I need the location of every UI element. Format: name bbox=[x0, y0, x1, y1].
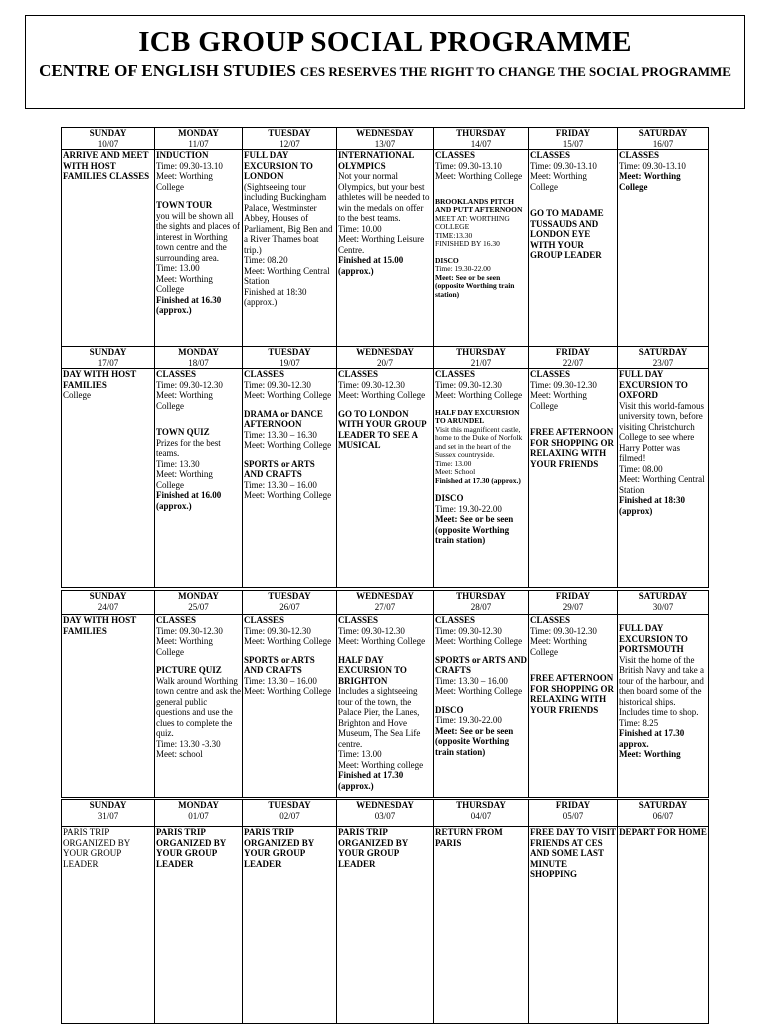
activity-detail: Meet: Worthing college bbox=[338, 759, 424, 770]
activity-detail: Time: 09.30-13.10 bbox=[619, 160, 686, 171]
activity-title: CLASSES bbox=[435, 369, 476, 379]
activity-detail: Time: 09.30-12.30 bbox=[530, 379, 597, 390]
day-activity-cell bbox=[155, 615, 243, 798]
activity-title: GO TO LONDON WITH YOUR GROUP LEADER TO SEE A MUSICAL bbox=[338, 408, 427, 450]
activity-title: INDUCTION bbox=[156, 150, 209, 160]
day-activity-cell bbox=[62, 150, 155, 347]
day-header-friday bbox=[529, 128, 618, 150]
day-name: SATURDAY bbox=[638, 347, 688, 357]
day-date: 06/07 bbox=[652, 810, 674, 821]
day-date: 14/07 bbox=[470, 138, 492, 149]
activity-detail: MEET AT: WORTHING COLLEGE bbox=[435, 213, 510, 231]
day-date: 11/07 bbox=[188, 138, 209, 149]
activity-title: PARIS TRIP ORGANIZED BY YOUR GROUP LEADER bbox=[244, 827, 314, 869]
activity-detail: Time: 09.30-13.10 bbox=[156, 160, 223, 171]
week-table bbox=[61, 590, 709, 798]
activity-title: SPORTS or ARTS AND CRAFTS bbox=[244, 654, 315, 675]
activity-row bbox=[62, 615, 709, 798]
activity-detail: Time: 09.30-13.10 bbox=[435, 160, 502, 171]
day-header-row bbox=[62, 800, 709, 827]
day-activity-cell bbox=[434, 827, 529, 1024]
day-name: WEDNESDAY bbox=[356, 800, 414, 810]
day-name: FRIDAY bbox=[555, 347, 591, 357]
activity-detail: Time: 09.30-12.30 bbox=[435, 379, 502, 390]
activity-detail: Time: 09.30-12.30 bbox=[156, 625, 223, 636]
day-name: SUNDAY bbox=[89, 591, 127, 601]
activity-detail: Time: 10.00 bbox=[338, 223, 382, 234]
spacer bbox=[619, 615, 707, 623]
day-date: 05/07 bbox=[562, 810, 584, 821]
day-name: MONDAY bbox=[178, 128, 219, 138]
day-activity-cell bbox=[243, 369, 337, 588]
day-header-wednesday bbox=[337, 800, 434, 827]
activity-title: CLASSES bbox=[619, 150, 660, 160]
day-name: THURSDAY bbox=[456, 347, 506, 357]
activity-title: Finished at 17.30 (approx.) bbox=[435, 475, 521, 485]
activity-detail: Time: 08.20 bbox=[244, 255, 288, 265]
day-header-saturday bbox=[618, 128, 709, 150]
activity-title: INTERNATIONAL OLYMPICS bbox=[338, 150, 414, 171]
day-activity-cell bbox=[155, 150, 243, 347]
activity-title: DEPART FOR HOME bbox=[619, 827, 707, 837]
day-date: 23/07 bbox=[652, 357, 674, 368]
day-date: 25/07 bbox=[188, 601, 209, 612]
activity-title: CLASSES bbox=[244, 369, 285, 379]
activity-detail: Meet: Worthing College bbox=[435, 686, 523, 696]
activity-title: PARIS TRIP ORGANIZED BY YOUR GROUP LEADER bbox=[338, 827, 408, 869]
spacer bbox=[156, 411, 241, 427]
day-header-thursday bbox=[434, 347, 529, 369]
activity-title: SPORTS or ARTS AND CRAFTS bbox=[244, 458, 315, 479]
day-date: 30/07 bbox=[652, 601, 674, 612]
day-name: MONDAY bbox=[178, 591, 219, 601]
day-activity-cell bbox=[155, 369, 243, 588]
activity-title: DISCO bbox=[435, 704, 464, 715]
day-name: TUESDAY bbox=[268, 128, 311, 138]
spacer bbox=[338, 401, 432, 409]
activity-detail: Meet: Worthing College bbox=[435, 171, 523, 181]
activity-title: CLASSES bbox=[156, 369, 197, 379]
activity-detail: Meet: School bbox=[435, 467, 476, 476]
day-header-sunday bbox=[62, 591, 155, 615]
day-header-thursday bbox=[434, 128, 529, 150]
activity-detail: Time: 13.00 bbox=[338, 749, 382, 759]
activity-title: CLASSES bbox=[244, 615, 285, 625]
activity-detail: Time: 09.30-12.30 bbox=[338, 625, 405, 636]
day-date: 04/07 bbox=[470, 810, 492, 821]
day-header-saturday bbox=[618, 800, 709, 827]
day-activity-cell bbox=[618, 615, 709, 798]
activity-title: PICTURE QUIZ bbox=[156, 665, 222, 675]
day-header-wednesday bbox=[337, 347, 434, 369]
activity-detail: Meet: school bbox=[156, 749, 203, 759]
activity-title: HALF DAY EXCURSION TO BRIGHTON bbox=[338, 654, 407, 686]
activity-title: Finished at 17.30 (approx.) bbox=[338, 770, 404, 791]
activity-detail: Time: 13.30 – 16.00 bbox=[435, 675, 508, 686]
activity-detail: Time: 13.30 – 16.00 bbox=[244, 675, 317, 686]
activity-detail: Walk around Worthing town centre and ask the general public questions and use the clues to complete the quiz. bbox=[156, 675, 241, 738]
spacer bbox=[530, 657, 616, 673]
week-block-1 bbox=[61, 127, 708, 347]
day-name: SUNDAY bbox=[89, 347, 127, 357]
spacer bbox=[338, 647, 432, 655]
activity-detail: Time: 8.25 bbox=[619, 717, 659, 728]
day-name: MONDAY bbox=[178, 347, 219, 357]
activity-detail: PARIS TRIP ORGANIZED BY YOUR GROUP LEADER bbox=[63, 827, 130, 869]
activity-title: FREE DAY TO VISIT FRIENDS AT CES AND SOME LAST MINUTE SHOPPING bbox=[530, 827, 616, 879]
day-name: SATURDAY bbox=[638, 800, 688, 810]
day-header-wednesday bbox=[337, 591, 434, 615]
activity-detail: Meet: Worthing College bbox=[244, 390, 332, 400]
day-name: TUESDAY bbox=[268, 591, 311, 601]
day-header-row bbox=[62, 128, 709, 150]
spacer bbox=[435, 182, 527, 198]
day-activity-cell bbox=[243, 827, 337, 1024]
day-name: THURSDAY bbox=[456, 128, 506, 138]
day-date: 21/07 bbox=[470, 357, 492, 368]
week-table bbox=[61, 799, 709, 1024]
activity-detail: Time: 09.30-12.30 bbox=[156, 379, 223, 390]
day-activity-cell bbox=[529, 150, 618, 347]
activity-detail: Time: 09.30-12.30 bbox=[530, 625, 597, 636]
activity-detail: Meet: Worthing College bbox=[156, 390, 213, 411]
activity-title: FULL DAY EXCURSION TO LONDON bbox=[244, 150, 313, 181]
activity-detail: Meet: Worthing College bbox=[156, 273, 213, 294]
activity-title: Finished at 17.30 approx. bbox=[619, 728, 685, 749]
activity-detail: Meet: Worthing College bbox=[244, 440, 332, 450]
day-date: 16/07 bbox=[652, 138, 674, 149]
activity-detail: Meet: Worthing College bbox=[244, 636, 332, 646]
day-date: 20/7 bbox=[376, 357, 393, 368]
day-date: 12/07 bbox=[279, 138, 300, 149]
day-header-monday bbox=[155, 128, 243, 150]
day-activity-cell bbox=[243, 615, 337, 798]
activity-title: GO TO MADAME TUSSAUDS AND LONDON EYE WITH YOUR GROUP LEADER bbox=[530, 208, 604, 260]
activity-title: Meet: See or be seen (opposite Worthing train station) bbox=[435, 272, 515, 299]
activity-title: DISCO bbox=[435, 255, 459, 265]
week-block-3 bbox=[61, 590, 708, 798]
activity-detail: Time: 13.00 bbox=[156, 263, 200, 273]
activity-detail: Visit this magnificent castle, home to the Duke of Norfolk and set in the heart of the Sussex countryside. bbox=[435, 424, 523, 459]
activity-detail: Meet: Worthing College bbox=[435, 390, 523, 400]
activity-detail: TIME:13.30 bbox=[435, 230, 473, 240]
spacer bbox=[244, 647, 335, 655]
activity-title: PARIS TRIP ORGANIZED BY YOUR GROUP LEADER bbox=[156, 827, 226, 869]
activity-row bbox=[62, 827, 709, 1024]
activity-title: FULL DAY EXCURSION TO PORTSMOUTH bbox=[619, 623, 688, 654]
activity-title: DRAMA or DANCE AFTERNOON bbox=[244, 408, 323, 429]
activity-detail: Meet: Worthing Central Station bbox=[244, 265, 330, 286]
activity-title: CLASSES bbox=[530, 150, 571, 160]
week-block-2 bbox=[61, 346, 708, 588]
activity-title: Finished at 18:30 (approx) bbox=[619, 495, 686, 516]
day-name: SATURDAY bbox=[638, 128, 688, 138]
day-header-row bbox=[62, 591, 709, 615]
activity-title: CLASSES bbox=[338, 615, 379, 625]
activity-title: BROOKLANDS PITCH AND PUTT AFTERNOON bbox=[435, 196, 523, 214]
activity-title: Finished at 15.00 (approx.) bbox=[338, 255, 404, 276]
activity-title: RETURN FROM PARIS bbox=[435, 827, 503, 848]
day-header-monday bbox=[155, 591, 243, 615]
activity-detail: Meet: Worthing College bbox=[156, 636, 213, 657]
subtitle bbox=[26, 62, 744, 80]
activity-title: CLASSES bbox=[435, 615, 476, 625]
day-name: WEDNESDAY bbox=[356, 591, 414, 601]
activity-detail: Time: 09.30-13.10 bbox=[530, 160, 597, 171]
day-activity-cell bbox=[337, 615, 434, 798]
activity-detail: FINISHED BY 16.30 bbox=[435, 239, 500, 248]
activity-detail: College bbox=[63, 390, 91, 400]
day-header-tuesday bbox=[243, 347, 337, 369]
day-date: 17/07 bbox=[97, 357, 119, 368]
day-name: THURSDAY bbox=[456, 591, 506, 601]
day-header-thursday bbox=[434, 800, 529, 827]
activity-detail: Includes a sightseeing tour of the town, the Palace Pier, the Lanes, Brighton and Hove Museum, The Sea Life centre. bbox=[338, 686, 421, 749]
day-header-friday bbox=[529, 800, 618, 827]
day-name: SUNDAY bbox=[89, 800, 127, 810]
activity-detail: Time: 19.30-22.00 bbox=[435, 715, 502, 725]
day-name: TUESDAY bbox=[268, 800, 311, 810]
day-activity-cell bbox=[529, 827, 618, 1024]
day-date: 13/07 bbox=[374, 138, 396, 149]
day-header-saturday bbox=[618, 347, 709, 369]
activity-detail: Time: 13.30 -3.30 bbox=[156, 738, 221, 749]
activity-title: FREE AFTERNOON FOR SHOPPING OR RELAXING WITH YOUR FRIENDS bbox=[530, 673, 615, 715]
day-name: TUESDAY bbox=[268, 347, 311, 357]
day-name: WEDNESDAY bbox=[356, 347, 414, 357]
day-date: 27/07 bbox=[374, 601, 396, 612]
day-date: 29/07 bbox=[562, 601, 584, 612]
activity-detail: Time: 19.30-22.00 bbox=[435, 264, 491, 273]
day-header-wednesday bbox=[337, 128, 434, 150]
activity-title: CLASSES bbox=[530, 369, 571, 379]
day-date: 22/07 bbox=[562, 357, 584, 368]
day-header-tuesday bbox=[243, 591, 337, 615]
day-date: 19/07 bbox=[279, 357, 300, 368]
subtitle-centre-name: CENTRE OF ENGLISH STUDIES bbox=[39, 61, 296, 80]
day-header-sunday bbox=[62, 347, 155, 369]
activity-detail: Meet: Worthing College bbox=[338, 390, 426, 400]
activity-detail: Meet: Worthing College bbox=[530, 390, 587, 411]
spacer bbox=[435, 697, 527, 705]
day-date: 03/07 bbox=[374, 810, 396, 821]
activity-detail: Time: 09.30-12.30 bbox=[244, 625, 311, 636]
day-name: WEDNESDAY bbox=[356, 128, 414, 138]
week-block-4 bbox=[61, 799, 708, 1024]
week-table bbox=[61, 127, 709, 347]
day-activity-cell bbox=[243, 150, 337, 347]
spacer bbox=[530, 192, 616, 208]
day-name: FRIDAY bbox=[555, 591, 591, 601]
spacer bbox=[435, 485, 527, 493]
day-name: SUNDAY bbox=[89, 128, 127, 138]
activity-detail: (Sightseeing tour including Buckingham Palace, Westminster Abbey, Houses of Parliament, Big Ben and a River Thames boat trip.) bbox=[244, 181, 333, 255]
activity-title: Meet: Worthing bbox=[619, 749, 681, 759]
day-date: 28/07 bbox=[470, 601, 492, 612]
activity-detail: Meet: Worthing College bbox=[338, 636, 426, 646]
page-title: ICB GROUP SOCIAL PROGRAMME bbox=[138, 26, 632, 58]
activity-row bbox=[62, 150, 709, 347]
day-header-tuesday bbox=[243, 128, 337, 150]
day-header-sunday bbox=[62, 128, 155, 150]
day-name: SATURDAY bbox=[638, 591, 688, 601]
day-activity-cell bbox=[618, 827, 709, 1024]
spacer bbox=[530, 411, 616, 427]
activity-title: HALF DAY EXCURSION TO ARUNDEL bbox=[435, 407, 520, 425]
activity-detail: Time: 08.00 bbox=[619, 463, 663, 474]
day-activity-cell bbox=[155, 827, 243, 1024]
activity-detail: Meet: Worthing Leisure Centre. bbox=[338, 234, 425, 255]
activity-detail: Meet: Worthing College bbox=[530, 636, 587, 657]
spacer bbox=[244, 451, 335, 459]
day-date: 10/07 bbox=[97, 138, 119, 149]
day-header-monday bbox=[155, 800, 243, 827]
activity-detail: Visit the home of the British Navy and take a tour of the harbour, and then board some of the historical ships. Includes time to shop. bbox=[619, 654, 704, 717]
spacer bbox=[156, 192, 241, 200]
day-header-row bbox=[62, 347, 709, 369]
activity-title: CLASSES bbox=[156, 615, 197, 625]
activity-title: TOWN TOUR bbox=[156, 200, 213, 210]
activity-title: CLASSES bbox=[338, 369, 379, 379]
activity-title: DAY WITH HOST FAMILIES bbox=[63, 615, 137, 636]
activity-detail: Meet: Worthing College bbox=[156, 171, 213, 192]
day-name: FRIDAY bbox=[555, 800, 591, 810]
activity-detail: Time: 09.30-12.30 bbox=[244, 379, 311, 390]
activity-detail: Visit this world-famous university town, before visiting Christchurch College to see where Harry Potter was filmed! bbox=[619, 400, 704, 463]
day-activity-cell bbox=[434, 615, 529, 798]
activity-title: Finished at 16.00 (approx.) bbox=[156, 490, 222, 511]
activity-title: TOWN QUIZ bbox=[156, 427, 210, 437]
day-header-sunday bbox=[62, 800, 155, 827]
day-name: THURSDAY bbox=[456, 800, 506, 810]
activity-title: Meet: See or be seen (opposite Worthing train station) bbox=[435, 514, 514, 545]
day-header-thursday bbox=[434, 591, 529, 615]
programme-header bbox=[25, 15, 745, 109]
day-activity-cell bbox=[337, 150, 434, 347]
spacer bbox=[435, 647, 527, 655]
day-header-friday bbox=[529, 347, 618, 369]
week-table bbox=[61, 346, 709, 588]
activity-detail: Time: 09.30-12.30 bbox=[435, 625, 502, 636]
day-activity-cell bbox=[618, 369, 709, 588]
activity-title: DISCO bbox=[435, 493, 464, 503]
day-header-monday bbox=[155, 347, 243, 369]
activity-detail: Meet: Worthing Central Station bbox=[619, 474, 705, 495]
activity-detail: you will be shown all the sights and places of interest in Worthing town centre and the surrounding area. bbox=[156, 210, 240, 263]
day-activity-cell bbox=[337, 369, 434, 588]
day-activity-cell bbox=[62, 827, 155, 1024]
day-date: 24/07 bbox=[97, 601, 119, 612]
activity-title: CLASSES bbox=[530, 615, 571, 625]
day-activity-cell bbox=[337, 827, 434, 1024]
activity-title: CLASSES bbox=[435, 150, 476, 160]
day-header-saturday bbox=[618, 591, 709, 615]
activity-detail: Meet: Worthing College bbox=[156, 469, 213, 490]
activity-title: DAY WITH HOST FAMILIES bbox=[63, 369, 137, 390]
subtitle-disclaimer: CES RESERVES THE RIGHT TO CHANGE THE SOCIAL PROGRAMME bbox=[299, 64, 731, 79]
activity-detail: Time: 13.30 – 16.00 bbox=[244, 479, 317, 490]
activity-title: Meet: See or be seen (opposite Worthing train station) bbox=[435, 725, 514, 757]
day-activity-cell bbox=[434, 150, 529, 347]
activity-detail: Time: 13.00 bbox=[435, 458, 472, 468]
day-activity-cell bbox=[434, 369, 529, 588]
day-date: 18/07 bbox=[188, 357, 209, 368]
activity-title: FULL DAY EXCURSION TO OXFORD bbox=[619, 369, 688, 400]
activity-detail: Time: 09.30-12.30 bbox=[338, 379, 405, 390]
day-date: 31/07 bbox=[97, 810, 119, 821]
activity-title: SPORTS or ARTS AND CRAFTS bbox=[435, 654, 527, 675]
spacer bbox=[156, 657, 241, 665]
activity-detail: Time: 19.30-22.00 bbox=[435, 503, 502, 514]
activity-title: Meet: Worthing College bbox=[619, 171, 681, 192]
activity-detail: Meet: Worthing College bbox=[530, 171, 587, 192]
day-activity-cell bbox=[618, 150, 709, 347]
activity-detail: Meet: Worthing College bbox=[244, 490, 332, 500]
day-name: MONDAY bbox=[178, 800, 219, 810]
spacer bbox=[244, 401, 335, 409]
activity-detail: Prizes for the best teams. bbox=[156, 437, 221, 458]
activity-detail: Meet: Worthing College bbox=[435, 636, 523, 646]
activity-title: FREE AFTERNOON FOR SHOPPING OR RELAXING WITH YOUR FRIENDS bbox=[530, 427, 615, 469]
day-header-friday bbox=[529, 591, 618, 615]
day-activity-cell bbox=[62, 615, 155, 798]
day-activity-cell bbox=[529, 615, 618, 798]
day-activity-cell bbox=[529, 369, 618, 588]
day-activity-cell bbox=[62, 369, 155, 588]
activity-detail: Not your normal Olympics, but your best athletes will be needed to win the medals on offer to the best teams. bbox=[338, 171, 430, 223]
activity-row bbox=[62, 369, 709, 588]
day-date: 02/07 bbox=[279, 810, 300, 821]
day-date: 26/07 bbox=[279, 601, 300, 612]
day-date: 15/07 bbox=[562, 138, 584, 149]
activity-title: ARRIVE AND MEET WITH HOST FAMILIES CLASSES bbox=[63, 150, 150, 181]
activity-detail: Meet: Worthing College bbox=[244, 686, 332, 696]
activity-detail: Time: 13.30 – 16.30 bbox=[244, 429, 317, 440]
activity-detail: Finished at 18:30 (approx.) bbox=[244, 286, 307, 307]
activity-title: Finished at 16.30 (approx.) bbox=[156, 294, 222, 315]
day-date: 01/07 bbox=[188, 810, 209, 821]
activity-detail: Time: 13.30 bbox=[156, 458, 200, 469]
day-name: FRIDAY bbox=[555, 128, 591, 138]
day-header-tuesday bbox=[243, 800, 337, 827]
